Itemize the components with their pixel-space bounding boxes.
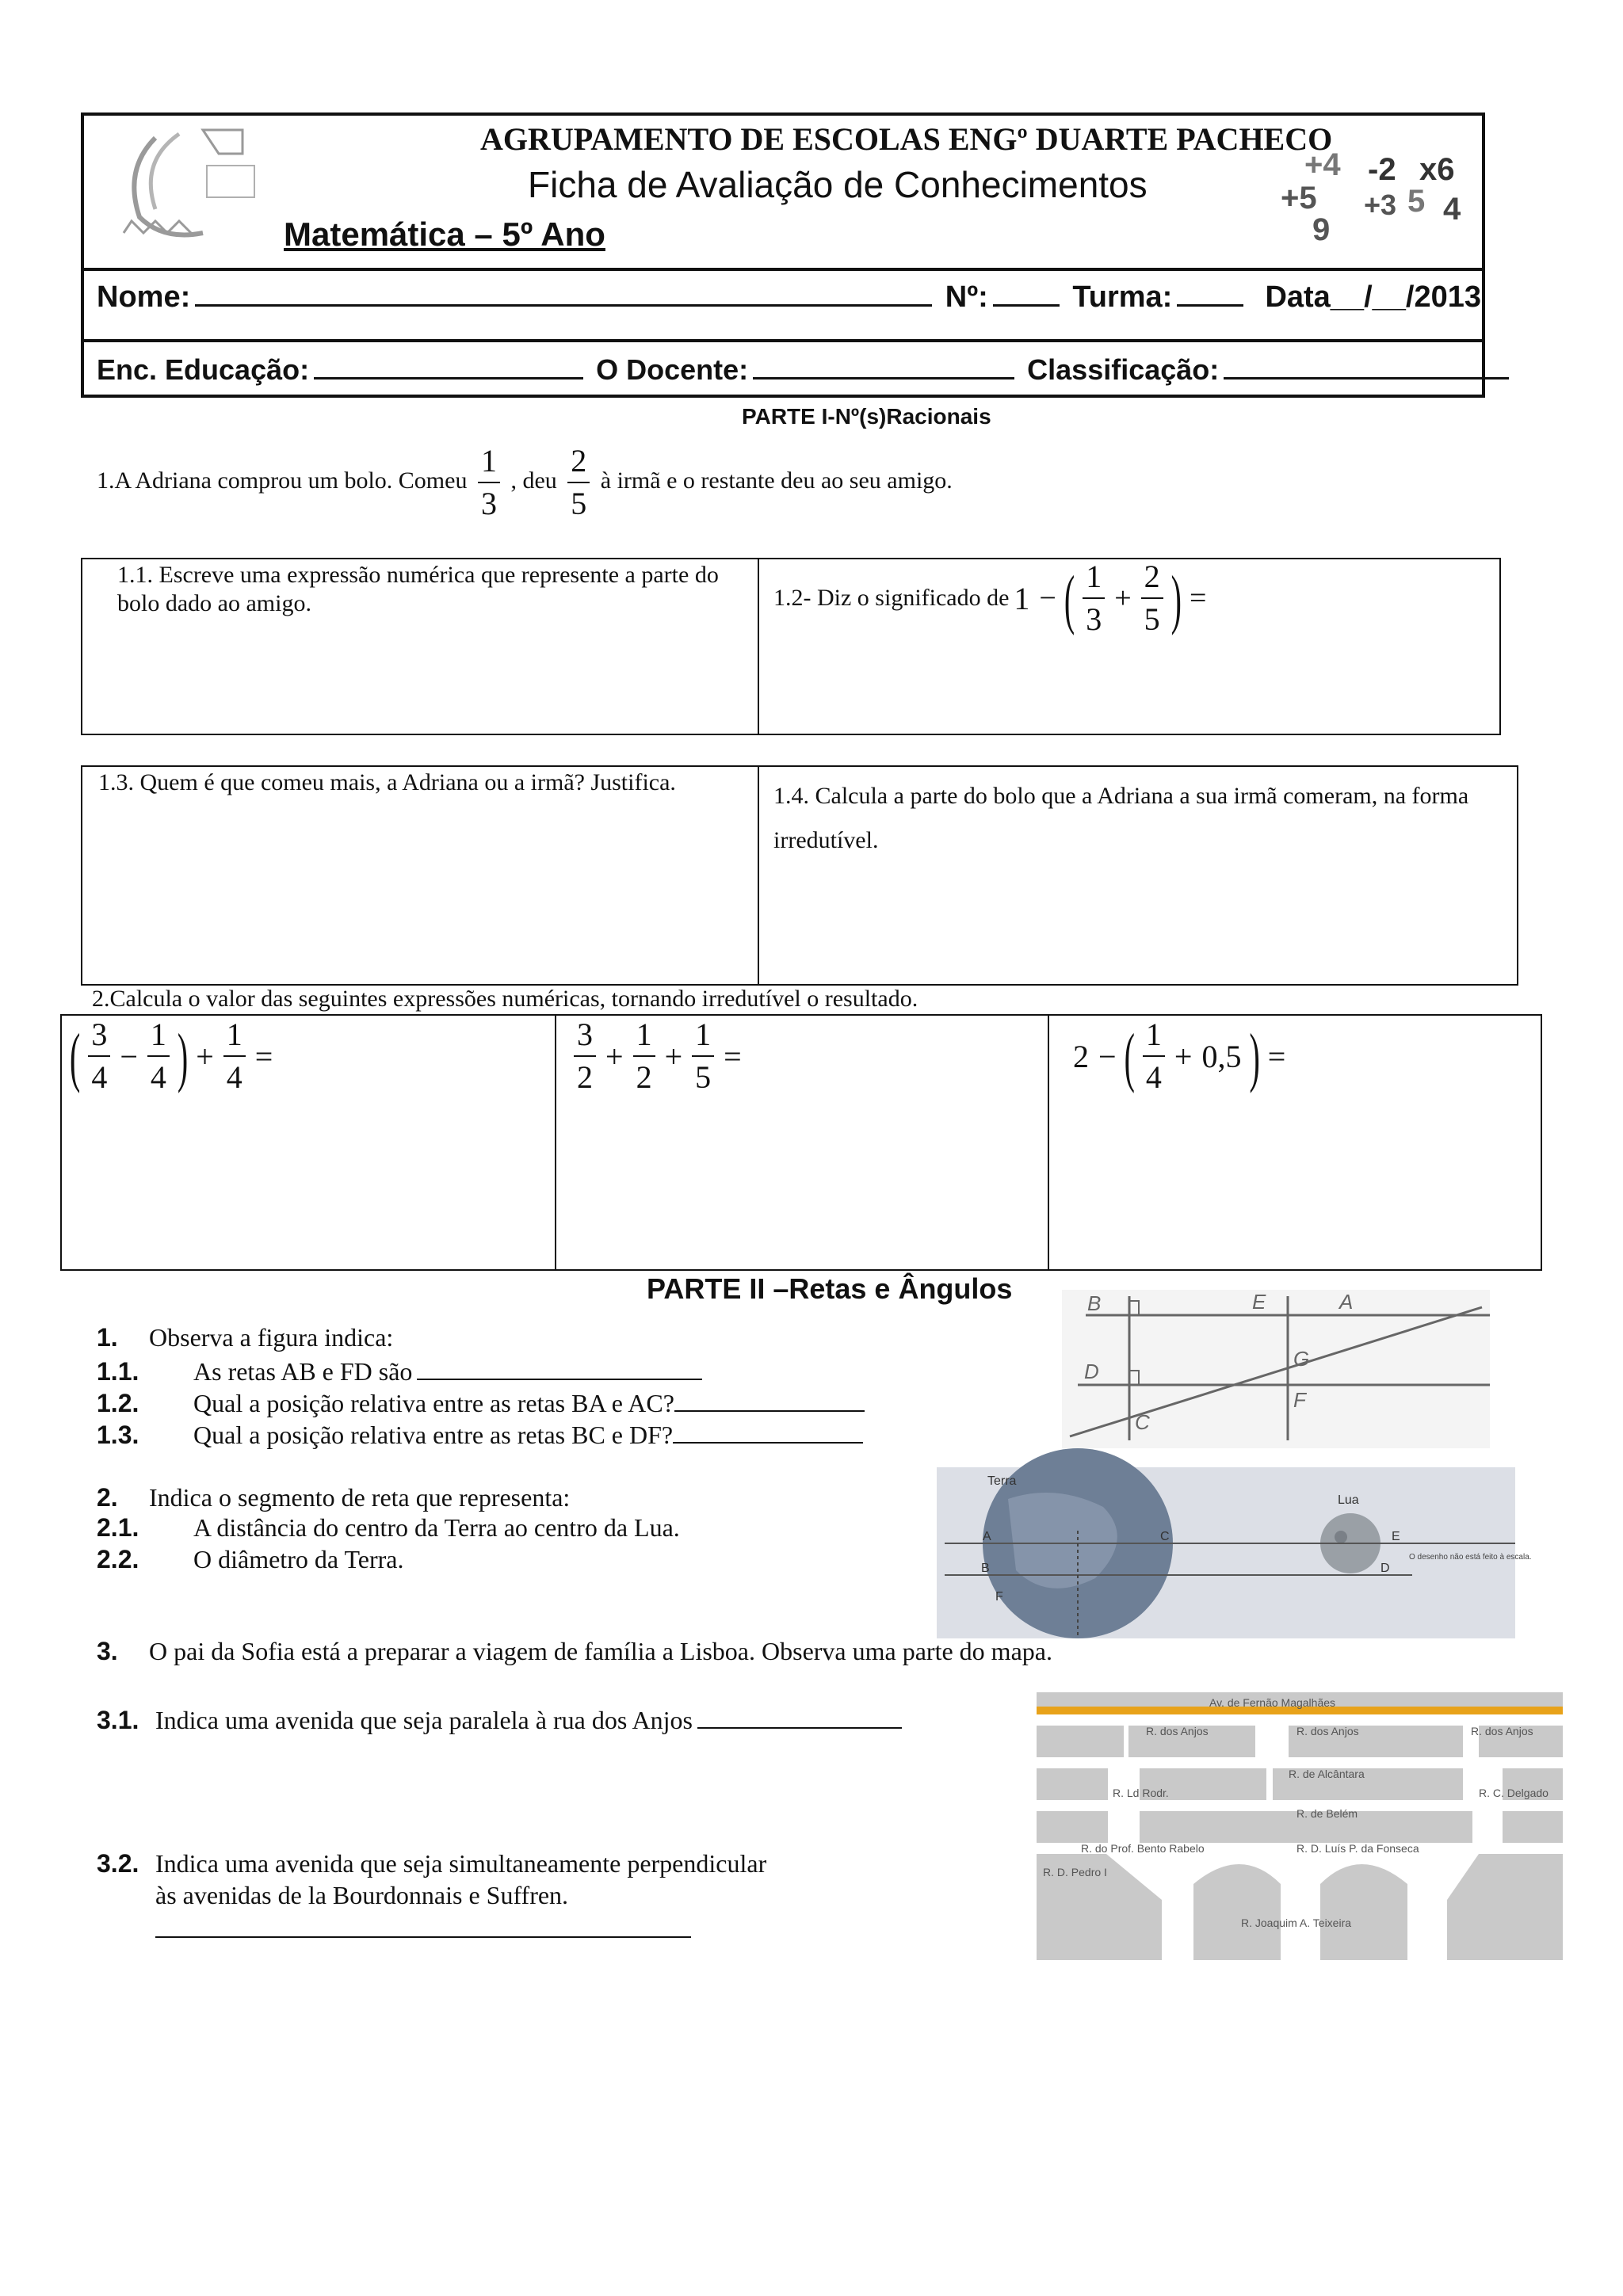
map-label-r-alcantara: R. de Alcântara xyxy=(1289,1768,1365,1780)
guardian-field[interactable] xyxy=(314,349,583,379)
svg-text:D: D xyxy=(1381,1562,1390,1575)
map-label-r-anjos-1: R. dos Anjos xyxy=(1146,1725,1209,1737)
school-logo xyxy=(108,122,274,249)
expression-3: 2 − ( $\frac{1}{4}$ + 0,5 ) = xyxy=(1073,1016,1286,1095)
guardian-label: Enc. Educação: xyxy=(97,353,310,386)
map-label-r-pedro: R. D. Pedro I xyxy=(1043,1866,1107,1878)
label-G: G xyxy=(1293,1347,1310,1371)
scale-note: O desenho não está feito à escala. xyxy=(1409,1553,1532,1562)
guardian-row xyxy=(97,349,1514,387)
question-1-2: 1.2- Diz o significado de 1 − ( $\frac{1}{3}$ + $\frac{2}{5}$ ) = xyxy=(773,559,1207,637)
name-label: Nome: xyxy=(97,280,191,314)
part2-question-3-2-line2: às avenidas de la Bourdonnais e Suffren. xyxy=(155,1881,569,1909)
label-D: D xyxy=(1084,1360,1099,1383)
teacher-field[interactable] xyxy=(753,349,1014,379)
teacher-label: O Docente: xyxy=(596,353,749,386)
part2-question-1: 1. Observa a figura indica: xyxy=(97,1323,394,1352)
grade-field[interactable] xyxy=(1224,349,1509,379)
questions-1-3-1-4-table xyxy=(81,765,1518,986)
map-label-r-left-v: R. Ld Rodr. xyxy=(1113,1787,1169,1799)
part2-question-1-1: 1.1. As retas AB e FD são xyxy=(97,1353,707,1386)
question-1-intro: 1.A Adriana comprou um bolo. Comeu $\frac{1}{3}$ , deu $\frac{2}{5}$ à irmã e o restante deu ao seu amigo. xyxy=(97,443,953,521)
label-A: A xyxy=(1339,1290,1354,1314)
earth-moon-figure xyxy=(937,1467,1532,1638)
number-field[interactable] xyxy=(993,274,1060,307)
map-label-r-joaquim: R. Joaquim A. Teixeira xyxy=(1241,1917,1352,1929)
label-E: E xyxy=(1252,1290,1266,1314)
name-row xyxy=(97,274,1481,315)
part2-question-3-2-line1: 3.2. Indica uma avenida que seja simultaneamente perpendicular xyxy=(97,1849,767,1878)
label-F: F xyxy=(1293,1388,1306,1412)
grade-label: Classificação: xyxy=(1027,353,1220,386)
date-label[interactable]: Data__/__/2013 xyxy=(1265,280,1481,314)
part2-title: PARTE II –Retas e Ângulos xyxy=(647,1272,1013,1305)
expression-2: $\frac{3}{2}$ + $\frac{1}{2}$ + $\frac{1}{5}$ = xyxy=(569,1019,747,1093)
class-label: Turma: xyxy=(1072,280,1173,314)
svg-text:B: B xyxy=(981,1562,990,1575)
name-field[interactable] xyxy=(195,274,932,307)
earth-label: Terra xyxy=(987,1474,1017,1488)
fraction-one-third: $\frac{1}{3}$ xyxy=(478,445,500,520)
part2-question-2: 2. Indica o segmento de reta que representa: xyxy=(97,1483,571,1512)
svg-text:E: E xyxy=(1392,1530,1400,1543)
part2-question-2-2: 2.2. O diâmetro da Terra. xyxy=(97,1545,404,1573)
expressions-table xyxy=(60,1014,1542,1271)
street-map-figure xyxy=(1035,1686,1564,1960)
part2-question-1-2: 1.2. Qual a posição relativa entre as retas BA e AC? xyxy=(97,1385,869,1418)
number-label: Nº: xyxy=(945,280,988,314)
lines-figure xyxy=(1062,1290,1490,1448)
class-field[interactable] xyxy=(1177,274,1243,307)
school-name: AGRUPAMENTO DE ESCOLAS ENGº DUARTE PACHECO xyxy=(480,121,1333,157)
map-label-r-right-v: R. C. Delgado xyxy=(1479,1787,1549,1799)
map-label-r-belem: R. de Belém xyxy=(1296,1807,1358,1820)
part1-title: PARTE I-Nº(s)Racionais xyxy=(742,404,991,429)
svg-text:F: F xyxy=(995,1590,1003,1604)
map-label-r-luis: R. D. Luís P. da Fonseca xyxy=(1296,1842,1419,1855)
part2-question-2-1: 2.1. A distância do centro da Terra ao centro da Lua. xyxy=(97,1513,680,1542)
part2-question-1-3: 1.3. Qual a posição relativa entre as retas BC e DF? xyxy=(97,1417,868,1450)
map-label-r-prof: R. do Prof. Bento Rabelo xyxy=(1081,1842,1205,1855)
question-1-4-line1: 1.4. Calcula a parte do bolo que a Adriana a sua irmã comeram, na forma xyxy=(773,783,1469,809)
map-label-r-anjos-2: R. dos Anjos xyxy=(1296,1725,1359,1737)
part2-question-3-1: 3.1. Indica uma avenida que seja paralela à rua dos Anjos xyxy=(97,1702,907,1735)
question-1-3: 1.3. Quem é que comeu mais, a Adriana ou a irmã? Justifica. xyxy=(98,769,676,795)
question-1-4-line2: irredutível. xyxy=(773,827,879,853)
label-B: B xyxy=(1087,1291,1102,1315)
map-label-r-anjos-3: R. dos Anjos xyxy=(1471,1725,1533,1737)
sheet-title: Ficha de Avaliação de Conhecimentos xyxy=(528,164,1148,205)
svg-text:A: A xyxy=(983,1530,991,1543)
moon-label: Lua xyxy=(1338,1493,1359,1507)
map-label-av-fernao: Av. de Fernão Magalhães xyxy=(1209,1696,1336,1709)
part2-question-3: 3. O pai da Sofia está a preparar a viagem de família a Lisboa. Observa uma parte do mapa. xyxy=(97,1637,1052,1665)
expression-1: ( $\frac{3}{4}$ − $\frac{1}{4}$ ) + $\frac{1}{4}$ = xyxy=(70,1016,273,1095)
questions-1-1-1-2-table xyxy=(81,558,1501,735)
svg-text:C: C xyxy=(1160,1530,1170,1543)
fraction-two-fifths: $\frac{2}{5}$ xyxy=(567,445,590,520)
question-2: 2.Calcula o valor das seguintes expressões numéricas, tornando irredutível o resultado. xyxy=(92,986,918,1012)
subject-title: Matemática – 5º Ano xyxy=(284,215,605,253)
header-box xyxy=(81,113,1485,398)
label-C: C xyxy=(1135,1410,1150,1434)
answer-line-3-2[interactable] xyxy=(155,1936,691,1938)
math-symbols-image: +4 -2 x6 +5 +3 5 4 9 xyxy=(1281,147,1461,247)
question-1-1: 1.1. Escreve uma expressão numérica que represente a parte do bolo dado ao amigo. xyxy=(117,562,719,616)
